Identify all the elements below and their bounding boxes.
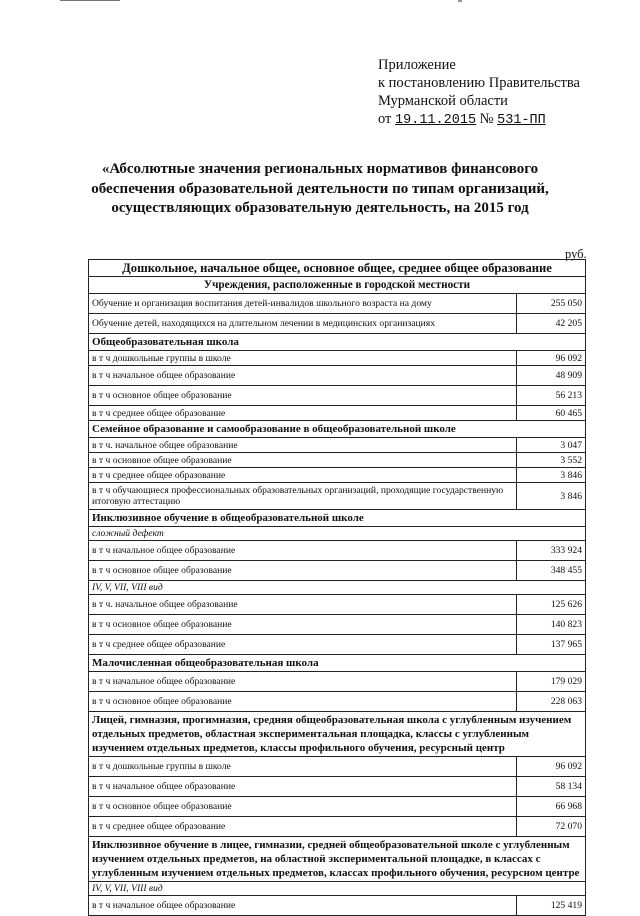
section-header: Семейное образование и самообразование в общеобразовательной школе: [89, 421, 586, 438]
row-label: в т ч среднее общее образование: [89, 817, 517, 837]
appendix-block: [378, 56, 580, 130]
section-header: Инклюзивное обучение в общеобразовательной школе: [89, 510, 586, 527]
table-row: [89, 635, 586, 655]
table-sub-header-row: [89, 277, 586, 294]
row-label: Обучение детей, находящихся на длительном лечении в медицинских организациях: [89, 314, 517, 334]
subsection-label: IV, V, VII, VIII вид: [89, 882, 586, 896]
table-row: [89, 777, 586, 797]
row-label: в т ч основное общее образование: [89, 561, 517, 581]
table-row: [89, 615, 586, 635]
table-sub-header: Учреждения, расположенные в городской местности: [89, 277, 586, 294]
appendix-number: 531-ПП: [497, 113, 546, 128]
row-value: 96 092: [517, 757, 586, 777]
row-label: в т ч основное общее образование: [89, 692, 517, 712]
row-label: в т ч среднее общее образование: [89, 406, 517, 421]
row-value: 140 823: [517, 615, 586, 635]
row-label: в т ч обучающиеся профессиональных образовательных организаций, проходящие государственную итоговую аттестацию: [89, 483, 517, 510]
section-header-row: [89, 655, 586, 672]
row-label: в т ч начальное общее образование: [89, 896, 517, 916]
row-label: в т ч дошкольные группы в школе: [89, 757, 517, 777]
section-header: Малочисленная общеобразовательная школа: [89, 655, 586, 672]
table-row: [89, 797, 586, 817]
table-row: [89, 561, 586, 581]
row-value: 125 626: [517, 595, 586, 615]
row-value: 96 092: [517, 351, 586, 366]
section-header-row: [89, 421, 586, 438]
row-label: в т ч основное общее образование: [89, 797, 517, 817]
section-header-row: [89, 712, 586, 757]
row-label: в т ч основное общее образование: [89, 386, 517, 406]
row-value: 228 063: [517, 692, 586, 712]
row-value: 3 552: [517, 453, 586, 468]
row-value: 137 965: [517, 635, 586, 655]
row-label: в т ч. начальное общее образование: [89, 595, 517, 615]
row-label: в т ч среднее общее образование: [89, 635, 517, 655]
section-header-row: [89, 510, 586, 527]
table-row: [89, 438, 586, 453]
top-scan-line: [60, 0, 120, 1]
appendix-line-3: Мурманской области: [378, 93, 508, 109]
appendix-prefix: от: [378, 111, 392, 127]
row-value: 333 924: [517, 541, 586, 561]
subsection-label: сложный дефект: [89, 527, 586, 541]
row-value: 255 050: [517, 294, 586, 314]
row-label: в т ч среднее общее образование: [89, 468, 517, 483]
row-label: в т ч основное общее образование: [89, 615, 517, 635]
row-label: в т ч. начальное общее образование: [89, 438, 517, 453]
appendix-line-2: к постановлению Правительства: [378, 75, 580, 91]
currency-unit: руб.: [565, 247, 587, 261]
table-main-header: Дошкольное, начальное общее, основное общее, среднее общее образование: [89, 260, 586, 277]
appendix-date: 19.11.2015: [395, 113, 477, 128]
table-row: [89, 406, 586, 421]
table-row: [89, 672, 586, 692]
row-value: 72 070: [517, 817, 586, 837]
table-row: [89, 351, 586, 366]
subsection-label: IV, V, VII, VIII вид: [89, 581, 586, 595]
row-value: 179 029: [517, 672, 586, 692]
section-header: Общеобразовательная школа: [89, 334, 586, 351]
row-label: Обучение и организация воспитания детей-инвалидов школьного возраста на дому: [89, 294, 517, 314]
table-row: [89, 757, 586, 777]
appendix-date-line: [378, 110, 580, 130]
table-row: [89, 314, 586, 334]
row-value: 56 213: [517, 386, 586, 406]
table-row: [89, 386, 586, 406]
table-row: [89, 453, 586, 468]
table-row: [89, 595, 586, 615]
row-label: в т ч начальное общее образование: [89, 777, 517, 797]
table-row: [89, 541, 586, 561]
section-header: Инклюзивное обучение в лицее, гимназии, средней общеобразовательной школе с углубленным изучением отдельных предметов, на областной экспериментальной площадке, в классах с углубленным изучением отдельных предметов, классах профильного обучения, ресурсном центре: [89, 837, 586, 882]
row-value: 348 455: [517, 561, 586, 581]
row-label: в т ч начальное общее образование: [89, 541, 517, 561]
section-header-row: [89, 837, 586, 882]
row-value: 58 134: [517, 777, 586, 797]
row-value: 42 205: [517, 314, 586, 334]
appendix-line-1: Приложение: [378, 57, 456, 73]
document-title: «Абсолютные значения региональных нормативов финансового обеспечения образовательной деятельности по типам организаций, осуществляющих образовательную деятельность, на 2015 год: [91, 161, 549, 216]
section-header-row: [89, 334, 586, 351]
subsection-row: [89, 527, 586, 541]
table-row: [89, 483, 586, 510]
row-label: в т ч основное общее образование: [89, 453, 517, 468]
row-label: в т ч дошкольные группы в школе: [89, 351, 517, 366]
table-row: [89, 294, 586, 314]
table-row: [89, 817, 586, 837]
table-main-header-row: [89, 260, 586, 277]
subsection-row: [89, 882, 586, 896]
row-value: 125 419: [517, 896, 586, 916]
norms-table: [88, 259, 586, 916]
row-value: 3 047: [517, 438, 586, 453]
row-label: в т ч начальное общее образование: [89, 366, 517, 386]
row-label: в т ч начальное общее образование: [89, 672, 517, 692]
table-row: [89, 692, 586, 712]
table-row: [89, 366, 586, 386]
row-value: 3 846: [517, 483, 586, 510]
row-value: 60 465: [517, 406, 586, 421]
row-value: 3 846: [517, 468, 586, 483]
subsection-row: [89, 581, 586, 595]
top-scan-mark: [458, 0, 462, 2]
row-value: 66 968: [517, 797, 586, 817]
table-row: [89, 896, 586, 916]
section-header: Лицей, гимназия, прогимназия, средняя общеобразовательная школа с углубленным изучением отдельных предметов, областная экспериментальная площадка, классы с углубленным изучением отдельных предметов, классы профильного обучения, ресурсный центр: [89, 712, 586, 757]
appendix-number-sign: №: [479, 111, 494, 127]
table-row: [89, 468, 586, 483]
row-value: 48 909: [517, 366, 586, 386]
